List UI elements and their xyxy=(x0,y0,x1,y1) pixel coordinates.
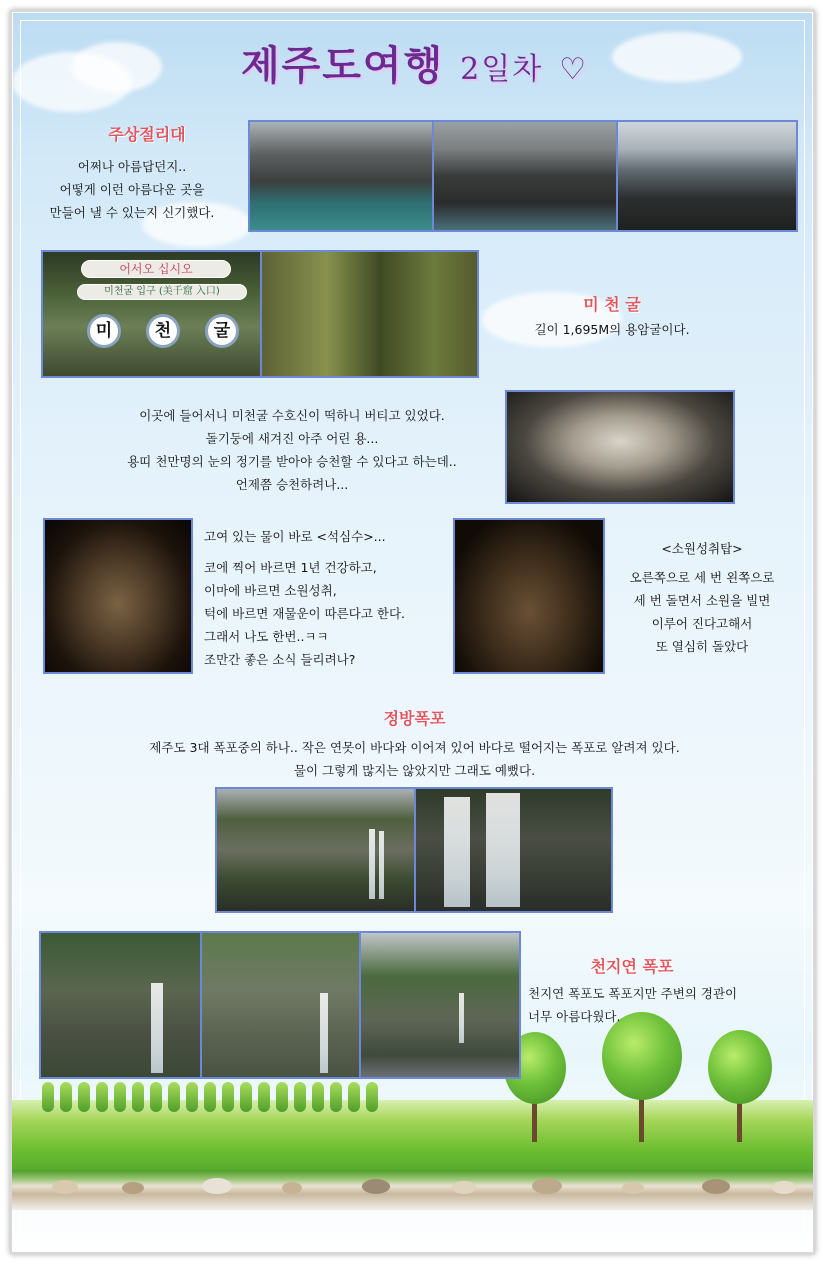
cheonjiyeon-photo-strip xyxy=(39,931,521,1079)
micheongul-heading: 미 천 굴 xyxy=(583,295,641,314)
text-line: 고여 있는 물이 바로 <석심수>... xyxy=(204,529,386,544)
shrub xyxy=(276,1082,288,1112)
photo xyxy=(432,122,616,230)
shrub xyxy=(96,1082,108,1112)
text-line: 이마에 바르면 소원성취, xyxy=(204,583,337,598)
sign-char: 미 xyxy=(87,314,121,348)
text-line: 조만간 좋은 소식 들리려나? xyxy=(204,652,356,667)
seoksimsu-text xyxy=(204,525,464,671)
heart-icon: ♡ xyxy=(559,52,589,87)
cheonjiyeon-text xyxy=(528,982,798,1028)
shrub xyxy=(78,1082,90,1112)
grass-field xyxy=(12,1100,813,1180)
shrub xyxy=(60,1082,72,1112)
shrub xyxy=(204,1082,216,1112)
pebble xyxy=(772,1181,796,1194)
jeongbang-text xyxy=(32,736,797,782)
pebble xyxy=(282,1182,302,1194)
text-line: 턱에 바르면 재물운이 따른다고 한다. xyxy=(204,606,405,621)
title-day: 2일차 xyxy=(460,52,544,87)
shrub xyxy=(132,1082,144,1112)
photo xyxy=(217,789,414,911)
waterfall xyxy=(369,829,375,899)
jusangjeolli-heading: 주상절리대 xyxy=(108,125,186,144)
text-line: 제주도 3대 폭포중의 하나.. 작은 연못이 바다와 이어져 있어 바다로 떨어지는 폭포로 알려져 있다. xyxy=(149,740,680,755)
text-line: 세 번 돌면서 소원을 빌면 xyxy=(633,593,771,608)
waterfall xyxy=(444,797,470,907)
photo xyxy=(616,122,796,230)
shrub xyxy=(168,1082,180,1112)
sowontap-photo xyxy=(453,518,605,674)
page-title xyxy=(12,34,815,91)
text-line: 어쩌나 아름답던지.. xyxy=(77,159,187,174)
text-line: 오른쪽으로 세 번 왼쪽으로 xyxy=(629,570,775,585)
pebble xyxy=(52,1180,78,1194)
shrub xyxy=(222,1082,234,1112)
text-line: 물이 그렇게 많지는 않았지만 그래도 예뻤다. xyxy=(293,763,536,778)
shrub xyxy=(258,1082,270,1112)
photo xyxy=(41,933,200,1077)
text-line: 너무 아름다웠다. xyxy=(528,1009,621,1024)
text-line: 또 열심히 돌았다 xyxy=(655,639,749,654)
tree xyxy=(708,1030,772,1104)
photo xyxy=(250,122,432,230)
pebble xyxy=(362,1179,390,1194)
shrub xyxy=(150,1082,162,1112)
pebble xyxy=(702,1179,730,1194)
pebble xyxy=(622,1182,644,1194)
waterfall xyxy=(151,983,163,1073)
seoksimsu-photo xyxy=(43,518,193,674)
text-line: 이루어 진다고해서 xyxy=(651,616,753,631)
jeongbang-heading: 정방폭포 xyxy=(383,709,446,728)
shrub xyxy=(348,1082,360,1112)
photo xyxy=(43,252,260,376)
shrub xyxy=(42,1082,54,1112)
cheonjiyeon-heading: 천지연 폭포 xyxy=(590,957,674,976)
text-line: 그래서 나도 한번..ㅋㅋ xyxy=(204,629,329,644)
shrub xyxy=(294,1082,306,1112)
text-line: 만들어 낼 수 있는지 신기했다. xyxy=(49,205,215,220)
entrance-sign: 미천굴 입구 (美千窟 入口) xyxy=(77,284,247,300)
shrub xyxy=(312,1082,324,1112)
shrub xyxy=(330,1082,342,1112)
jusangjeolli-photo-strip xyxy=(248,120,798,232)
guardian-text xyxy=(72,404,512,496)
shrub xyxy=(240,1082,252,1112)
text-line: <소원성취탑> xyxy=(661,541,743,556)
pebble xyxy=(122,1182,144,1194)
shrub xyxy=(186,1082,198,1112)
page-frame xyxy=(10,10,815,1254)
photo xyxy=(359,933,519,1077)
pebble xyxy=(532,1178,562,1194)
dragon-pillar-photo xyxy=(505,390,735,504)
waterfall xyxy=(459,993,464,1043)
pebble xyxy=(202,1178,232,1194)
shrub xyxy=(114,1082,126,1112)
micheongul-photo-strip xyxy=(41,250,479,378)
text-line: 용띠 천만명의 눈의 정기를 받아야 승천할 수 있다고 하는데.. xyxy=(127,454,457,469)
jusangjeolli-text xyxy=(12,155,252,224)
photo xyxy=(200,933,359,1077)
title-main: 제주도여행 xyxy=(240,42,445,89)
pebble xyxy=(452,1181,476,1194)
text-line: 돌기둥에 새겨진 아주 어린 용... xyxy=(205,431,379,446)
sowontap-text xyxy=(602,537,802,658)
waterfall xyxy=(486,793,520,907)
micheongul-text: 길이 1,695M의 용암굴이다. xyxy=(534,322,690,337)
welcome-sign: 어서오 십시오 xyxy=(81,260,231,278)
shrub xyxy=(366,1082,378,1112)
waterfall xyxy=(379,831,384,899)
text-line: 언제쯤 승천하려나... xyxy=(235,477,349,492)
sign-char: 굴 xyxy=(205,314,239,348)
text-line: 어떻게 이런 아름다운 곳을 xyxy=(59,182,205,197)
waterfall xyxy=(320,993,328,1073)
sign-char: 천 xyxy=(146,314,180,348)
text-line: 이곳에 들어서니 미천굴 수호신이 떡하니 버티고 있었다. xyxy=(139,408,445,423)
photo xyxy=(260,252,477,376)
text-line: 천지연 폭포도 폭포지만 주변의 경관이 xyxy=(528,986,738,1001)
photo xyxy=(414,789,611,911)
jeongbang-photo-strip xyxy=(215,787,613,913)
text-line: 코에 찍어 바르면 1년 건강하고, xyxy=(204,560,377,575)
